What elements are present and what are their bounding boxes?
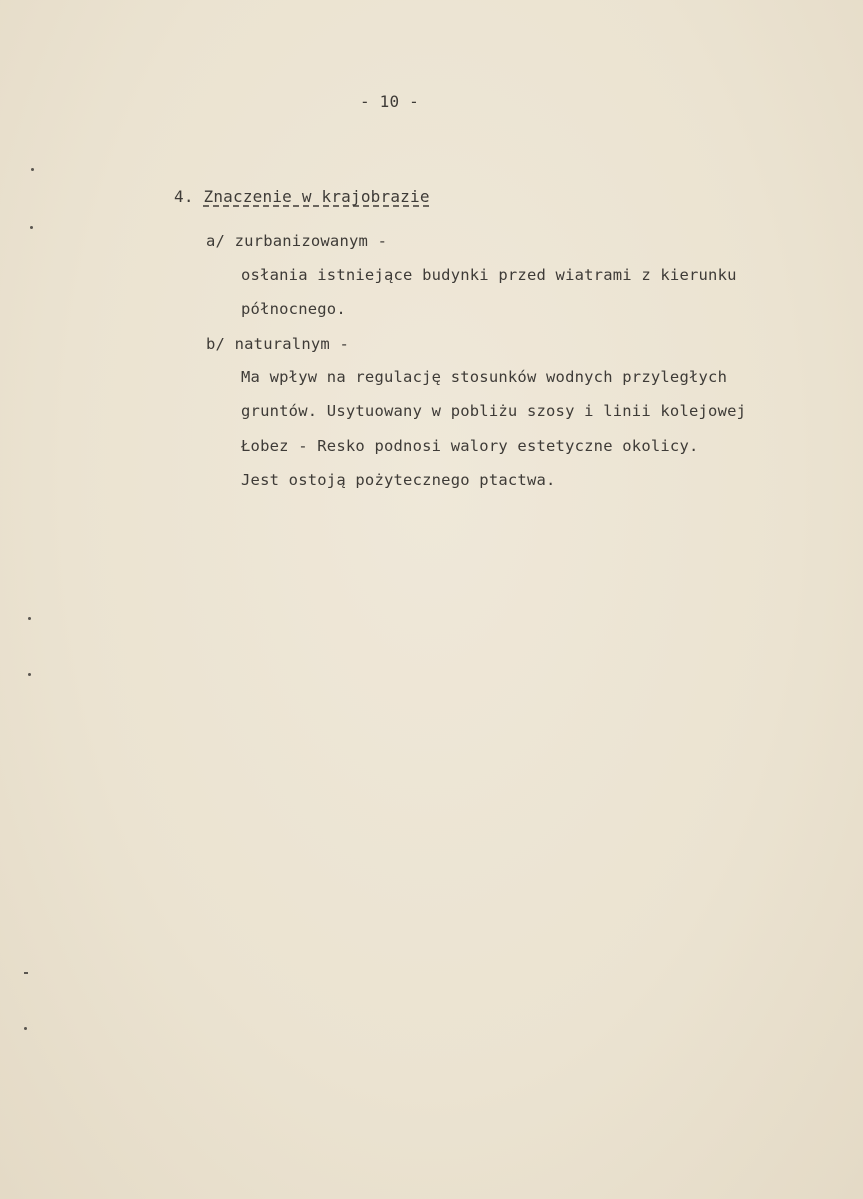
item-b-label: b/ naturalnym -: [206, 335, 349, 353]
item-a-label: a/ zurbanizowanym -: [206, 232, 388, 250]
item-b-line-3: Łobez - Resko podnosi walory estetyczne okolicy.: [241, 437, 699, 455]
section-title: Znaczenie w krajobrazie: [203, 187, 430, 206]
section-number: 4.: [174, 187, 194, 206]
page-number: - 10 -: [360, 92, 419, 111]
item-b-line-2: gruntów. Usytuowany w pobliżu szosy i linii kolejowej: [241, 402, 747, 420]
margin-mark: [24, 1027, 27, 1030]
item-a-line-2: północnego.: [241, 300, 346, 318]
item-b-line-1: Ma wpływ na regulację stosunków wodnych przyległych: [241, 368, 728, 386]
margin-mark: [28, 673, 31, 676]
section-heading: [174, 189, 430, 205]
margin-mark: [31, 168, 34, 171]
margin-mark: [30, 226, 33, 229]
item-b-line-4: Jest ostoją pożytecznego ptactwa.: [241, 471, 556, 489]
margin-mark: [28, 617, 31, 620]
item-a-line-1: osłania istniejące budynki przed wiatrami z kierunku: [241, 266, 737, 284]
margin-mark: [24, 972, 28, 974]
